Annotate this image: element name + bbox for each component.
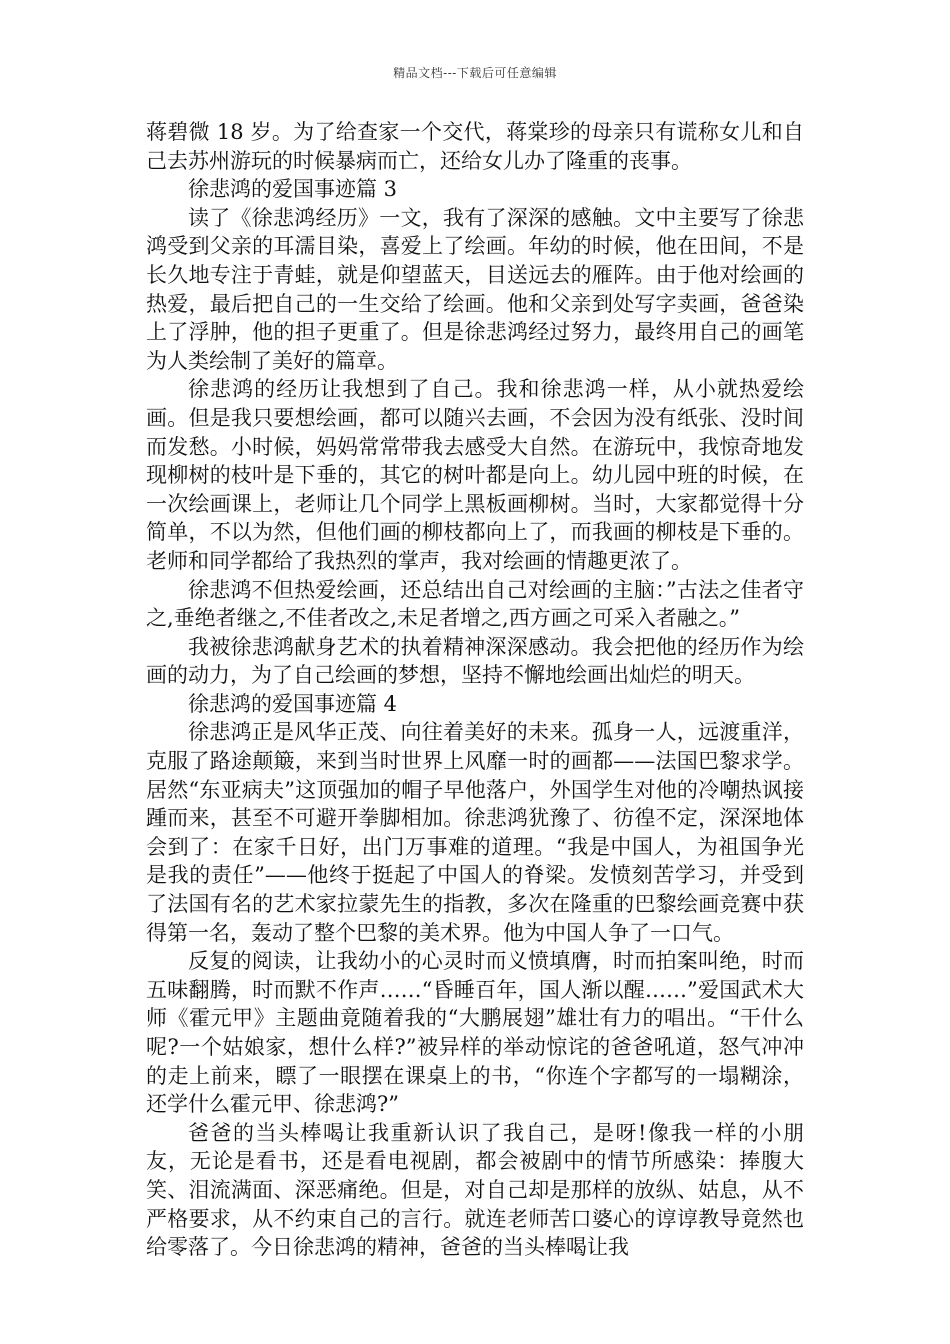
paragraph: 反复的阅读，让我幼小的心灵时而义愤填膺，时而拍案叫绝，时而五味翻腾，时而默不作声……“昏睡百年，国人渐以醒……”爱国武术大师《霍元甲》主题曲竟随着我的“大鹏展翅”雄壮有力的唱出。“干什么呢?一个姑娘家，想什么样?”被异样的举动惊诧的爸爸吼道，怒气冲冲的走上前来，瞟了一眼摆在课桌上的书，“你连个字都写的一塌糊涂，还学什么霍元甲、徐悲鸿?” xyxy=(146,949,804,1117)
page-header: 精品文档---下载后可任意编辑 xyxy=(393,66,557,80)
paragraph: 我被徐悲鸿献身艺术的执着精神深深感动。我会把他的经历作为绘画的动力，为了自己绘画的梦想，坚持不懈地绘画出灿烂的明天。 xyxy=(146,634,804,688)
paragraph: 徐悲鸿正是风华正茂、向往着美好的未来。孤身一人，远渡重洋，克服了路途颠簸，来到当时世界上风靡一时的画都——法国巴黎求学。居然“东亚病夫”这顶强加的帽子早他落户，外国学生对他的冷嘲热讽接踵而来，甚至不可避开拳脚相加。徐悲鸿犹豫了、彷徨不定，深深地体会到了：在家千日好，出门万事难的道理。“我是中国人，为祖国争光是我的责任”——他终于挺起了中国人的脊梁。发愤刻苦学习，并受到了法国有名的艺术家拉蒙先生的指教，多次在隆重的巴黎绘画竞赛中获得第一名，轰动了整个巴黎的美术界。他为中国人争了一口气。 xyxy=(146,720,804,945)
paragraph: 爸爸的当头棒喝让我重新认识了我自己，是呀!像我一样的小朋友，无论是看书，还是看电视剧，都会被剧中的情节所感染：捧腹大笑、泪流满面、深恶痛绝。但是，对自己却是那样的放纵、姑息，从不严格要求，从不约束自己的言行。就连老师苦口婆心的谆谆教导竟然也给零落了。今日徐悲鸿的精神，爸爸的当头棒喝让我 xyxy=(146,1120,804,1260)
paragraph: 徐悲鸿的经历让我想到了自己。我和徐悲鸿一样，从小就热爱绘画。但是我只要想绘画，都可以随兴去画，不会因为没有纸张、没时间而发愁。小时候，妈妈常常带我去感受大自然。在游玩中，我惊奇地发现柳树的枝叶是下垂的，其它的树叶都是向上。幼儿园中班的时候，在一次绘画课上，老师让几个同学上黑板画柳树。当时，大家都觉得十分简单，不以为然，但他们画的柳枝都向上了，而我画的柳枝是下垂的。老师和同学都给了我热烈的掌声，我对绘画的情趣更浓了。 xyxy=(146,377,804,573)
paragraph: 读了《徐悲鸿经历》一文，我有了深深的感触。文中主要写了徐悲鸿受到父亲的耳濡目染，喜爱上了绘画。年幼的时候，他在田间，不是长久地专注于青蛙，就是仰望蓝天，目送远去的雁阵。由于他对绘画的热爱，最后把自己的一生交给了绘画。他和父亲到处写字卖画，爸爸染上了浮肿，他的担子更重了。但是徐悲鸿经过努力，最终用自己的画笔为人类绘制了美好的篇章。 xyxy=(146,205,804,373)
paragraph: 徐悲鸿不但热爱绘画，还总结出自己对绘画的主脑：”古法之佳者守之,垂绝者继之,不佳者改之,未足者增之,西方画之可采入者融之。” xyxy=(146,577,804,631)
document-body xyxy=(146,118,804,1262)
section-heading: 徐悲鸿的爱国事迹篇 3 xyxy=(188,177,398,202)
section-heading: 徐悲鸿的爱国事迹篇 4 xyxy=(188,691,398,716)
paragraph: 蒋碧微 18 岁。为了给查家一个交代，蒋棠珍的母亲只有谎称女儿和自己去苏州游玩的时候暴病而亡，还给女儿办了隆重的丧事。 xyxy=(146,120,804,173)
